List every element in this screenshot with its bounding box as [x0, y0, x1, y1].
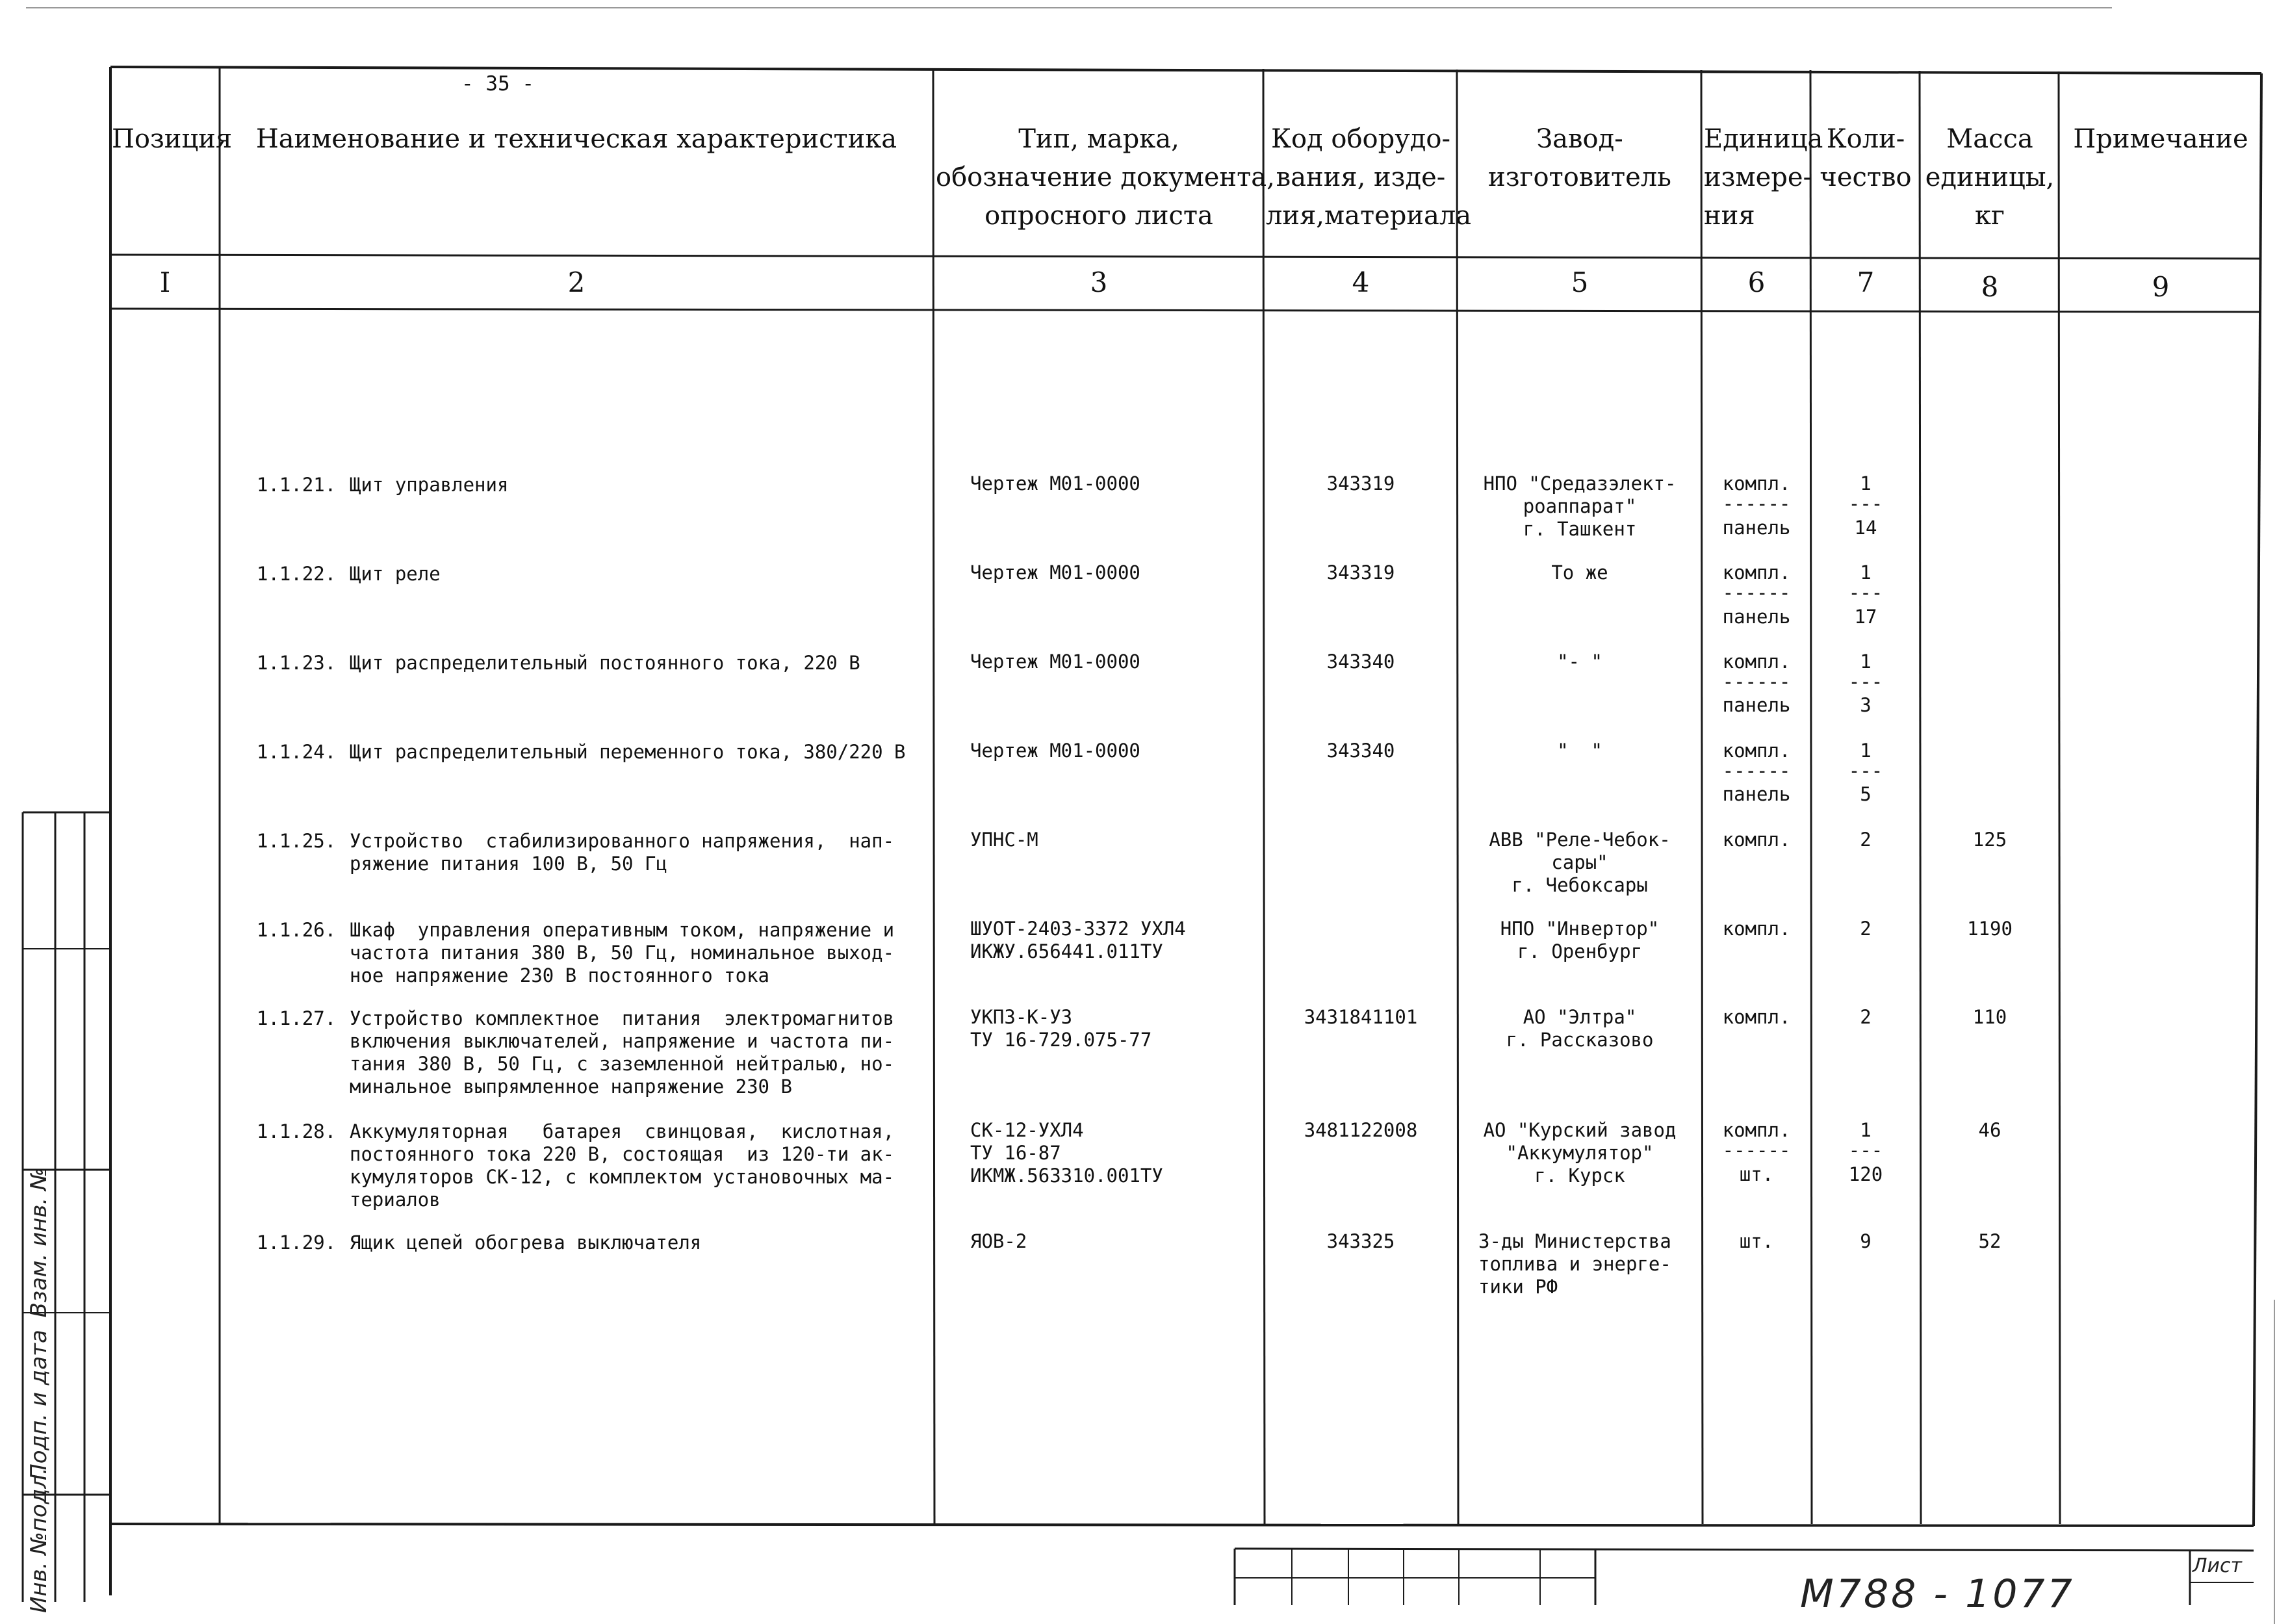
row-qty-main: 1 [1860, 740, 1872, 762]
header-col-name: Наименование и техническая характеристика [255, 124, 897, 154]
row-number: 1.1.28. [257, 1120, 337, 1142]
col-number-8: 8 [1981, 271, 1999, 303]
row-number: 1.1.24. [257, 741, 337, 763]
col-number-3: 3 [1090, 266, 1108, 298]
row-qty-main: 1 [1860, 472, 1872, 495]
side-stamp-replacement: Взам. инв. № [26, 1167, 52, 1318]
row-unit-main: компл. [1722, 918, 1791, 940]
row-qty-divider: --- [1848, 760, 1883, 782]
row-unit-divider: ------ [1722, 493, 1791, 515]
row-qty-divider: --- [1848, 671, 1883, 693]
row-qty-main: 1 [1860, 651, 1872, 673]
row-type: Чертеж М01-0000 [970, 740, 1140, 762]
header-col-qty: Коли- чество [1820, 124, 1912, 192]
row-mass: 46 [1978, 1119, 2001, 1141]
header-col-unit: Единица измере- ния [1704, 124, 1823, 231]
row-qty-main: 1 [1860, 1119, 1872, 1141]
row-unit-main: компл. [1722, 1006, 1791, 1028]
row-name: Устройство стабилизированного напряжения, нап- ряжение питания 100 В, 50 Гц [350, 830, 895, 875]
row-qty-divider: --- [1848, 493, 1883, 515]
row-qty-sub: 5 [1860, 783, 1872, 805]
row-name: Щит распределительный переменного тока, 380/220 В [350, 741, 906, 763]
row-qty-divider: --- [1848, 1139, 1883, 1161]
row-type: Чертеж М01-0000 [970, 561, 1140, 584]
header-col-maker: Завод- изготовитель [1488, 124, 1671, 192]
side-stamp-inventory: Инв. №подл. [26, 1467, 52, 1613]
header-col-position: Позиция [112, 124, 233, 154]
row-unit-main: шт. [1739, 1230, 1774, 1252]
row-maker: То же [1551, 561, 1608, 584]
row-unit-main: компл. [1722, 651, 1791, 673]
row-qty-main: 2 [1860, 1006, 1872, 1028]
col-number-2: 2 [567, 266, 585, 298]
row-qty-sub: 3 [1860, 694, 1872, 716]
row-unit-divider: ------ [1722, 1139, 1791, 1161]
row-unit-divider: ------ [1722, 582, 1791, 604]
row-name: Шкаф управления оперативным током, напряжение и частота питания 380 В, 50 Гц, номинальное выход- ное напряжение 230 В постоянного тока [350, 919, 895, 986]
row-code: 343319 [1326, 472, 1395, 495]
row-unit-sub: панель [1722, 517, 1791, 539]
row-maker: "- " [1557, 651, 1602, 673]
col-number-6: 6 [1747, 266, 1766, 298]
row-code: 343319 [1326, 561, 1395, 584]
row-number: 1.1.22. [257, 563, 337, 585]
row-name: Щит управления [350, 474, 509, 496]
col-number-4: 4 [1352, 266, 1370, 298]
row-type: УПНС-М [970, 829, 1038, 851]
row-type: ШУОТ-2403-3372 УХЛ4 ИКЖУ.656441.011ТУ [970, 918, 1186, 962]
row-unit-sub: шт. [1739, 1163, 1774, 1185]
row-qty-divider: --- [1848, 582, 1883, 604]
header-col-code: Код оборудо- вания, изде- лия,материала [1266, 124, 1472, 231]
row-unit-main: компл. [1722, 1119, 1791, 1141]
row-code: 3431841101 [1304, 1006, 1418, 1028]
row-maker: АО "Элтра" г. Рассказово [1506, 1006, 1654, 1051]
row-qty-sub: 14 [1854, 517, 1877, 539]
row-name: Аккумуляторная батарея свинцовая, кислотная, постоянного тока 220 В, состоящая из 120-ти ак- кумуляторов СК-12, с комплектом установочных ма- териалов [350, 1120, 895, 1211]
drawing-number: М788 - 1077 [1800, 1571, 2075, 1617]
row-mass: 110 [1972, 1006, 2007, 1028]
header-col-note: Примечание [2073, 124, 2248, 154]
row-number: 1.1.27. [257, 1007, 337, 1029]
row-name: Щит распределительный постоянного тока, 220 В [350, 652, 860, 674]
row-qty-sub: 120 [1848, 1163, 1883, 1185]
row-mass: 52 [1978, 1230, 2001, 1252]
row-maker: З-ды Министерства топлива и энерге- тики РФ [1478, 1230, 1671, 1298]
col-number-5: 5 [1571, 266, 1589, 298]
page-number: - 35 - [461, 72, 534, 96]
row-unit-main: компл. [1722, 561, 1791, 584]
row-unit-main: компл. [1722, 472, 1791, 495]
col-number-1: I [159, 266, 171, 298]
row-mass: 1190 [1967, 918, 2013, 940]
header-col-mass: Масса единицы, кг [1925, 124, 2055, 231]
row-unit-divider: ------ [1722, 760, 1791, 782]
row-maker: АО "Курский завод "Аккумулятор" г. Курск [1483, 1119, 1677, 1187]
row-unit-main: компл. [1722, 829, 1791, 851]
row-number: 1.1.26. [257, 919, 337, 941]
row-qty-main: 2 [1860, 829, 1872, 851]
row-unit-main: компл. [1722, 740, 1791, 762]
row-unit-sub: панель [1722, 783, 1791, 805]
row-mass: 125 [1972, 829, 2007, 851]
row-maker: АВВ "Реле-Чебок- сары" г. Чебоксары [1489, 829, 1671, 896]
row-code: 3481122008 [1304, 1119, 1418, 1141]
row-type: УКПЗ-К-УЗ ТУ 16-729.075-77 [970, 1006, 1152, 1051]
row-unit-sub: панель [1722, 694, 1791, 716]
sheet-label: Лист [2193, 1554, 2243, 1577]
row-number: 1.1.23. [257, 652, 337, 674]
row-code: 343325 [1326, 1230, 1395, 1252]
header-col-type: Тип, марка, обозначение документа, опросного листа [936, 124, 1275, 231]
row-type: Чертеж М01-0000 [970, 651, 1140, 673]
row-type: СК-12-УХЛ4 ТУ 16-87 ИКМЖ.563310.001ТУ [970, 1119, 1163, 1187]
row-qty-main: 9 [1860, 1230, 1872, 1252]
row-code: 343340 [1326, 651, 1395, 673]
col-number-9: 9 [2152, 271, 2170, 303]
col-number-7: 7 [1857, 266, 1875, 298]
row-maker: " " [1557, 740, 1602, 762]
side-stamp-signature-date: Подп. и дата [26, 1330, 52, 1480]
row-unit-sub: панель [1722, 606, 1791, 628]
row-unit-divider: ------ [1722, 671, 1791, 693]
row-code: 343340 [1326, 740, 1395, 762]
row-number: 1.1.29. [257, 1231, 337, 1254]
row-name: Устройство комплектное питания электромагнитов включения выключателей, напряжение и частота пи- тания 380 В, 50 Гц, с заземленной нейтралью, но- минальное выпрямленное напряжение 230 В [350, 1007, 895, 1098]
row-qty-sub: 17 [1854, 606, 1877, 628]
row-number: 1.1.21. [257, 474, 337, 496]
row-type: Чертеж М01-0000 [970, 472, 1140, 495]
row-maker: НПО "Инвертор" г. Оренбург [1500, 918, 1660, 962]
row-number: 1.1.25. [257, 830, 337, 852]
row-maker: НПО "Средазэлект- роаппарат" г. Ташкент [1483, 472, 1677, 540]
row-name: Ящик цепей обогрева выключателя [350, 1231, 702, 1254]
row-qty-main: 2 [1860, 918, 1872, 940]
row-qty-main: 1 [1860, 561, 1872, 584]
row-type: ЯОВ-2 [970, 1230, 1027, 1252]
row-name: Щит реле [350, 563, 441, 585]
